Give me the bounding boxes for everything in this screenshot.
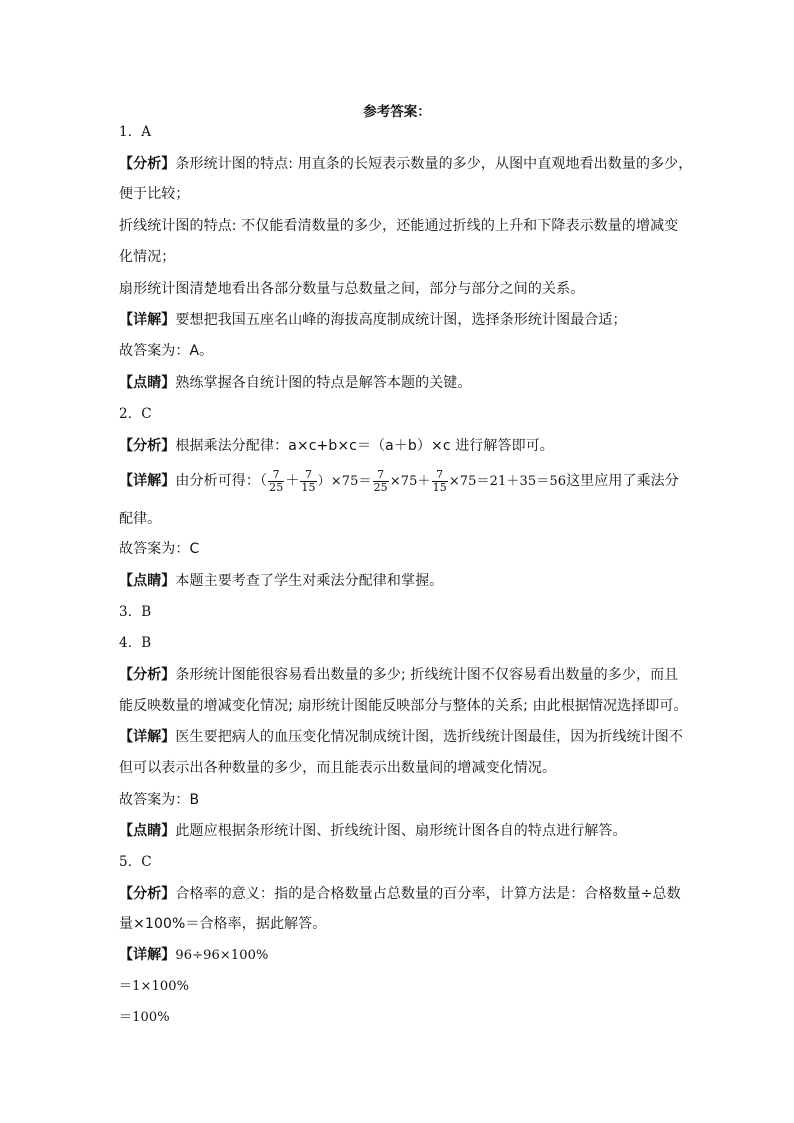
q4-comment	[119, 821, 679, 841]
q2-detail-pre: 由分析可得：（	[175, 473, 268, 489]
q4-analysis	[119, 665, 679, 685]
q1-analysis	[119, 154, 693, 174]
q2-detail-mid1: ）×75＝	[317, 474, 372, 489]
q4-detail-text-2: 但可以表示出各种数量的多少，而且能表示出数量间的增减变化情况。	[119, 760, 557, 776]
q4-detail	[119, 727, 684, 747]
analysis-tag: 【分析】	[119, 886, 176, 902]
q2-detail-text-2: 配律。	[119, 511, 162, 527]
q2-analysis-text: 根据乘法分配律：a×c+b×c＝（a＋b）×c 进行解答即可。	[175, 438, 554, 454]
q2-comment-text: 本题主要考查了学生对乘法分配律和掌握。	[175, 573, 444, 589]
q5-detail-text: 96÷96×100%	[175, 948, 269, 963]
q2-comment	[119, 571, 679, 591]
fraction-denominator: 15	[432, 480, 447, 494]
q5-analysis-text-1: 合格率的意义：指的是合格数量占总数量的百分率，计算方法是：合格数量÷总数	[175, 886, 681, 902]
q4-analysis-text-2: 能反映数量的增减变化情况; 扇形统计图能反映部分与整体的关系; 由此根据情况选择即可。	[119, 698, 688, 714]
q4-detail-text-1: 医生要把病人的血压变化情况制成统计图，选折线统计图最佳，因为折线统计图不	[175, 729, 684, 745]
detail-tag: 【详解】	[119, 312, 176, 328]
q1-analysis-text-5: 扇形统计图清楚地看出各部分数量与总数量之间，部分与部分之间的关系。	[119, 281, 585, 297]
fraction-denominator: 25	[269, 480, 284, 494]
comment-tag: 【点睛】	[119, 375, 176, 391]
q2-analysis	[119, 436, 679, 456]
q1-number: 1．A	[119, 124, 152, 140]
q5-number: 5．C	[119, 854, 152, 870]
q1-analysis-text-3: 折线统计图的特点: 不仅能看清数量的多少，还能通过折线的上升和下降表示数量的增减变	[119, 218, 679, 234]
q2-number: 2．C	[119, 406, 152, 422]
detail-tag: 【详解】	[119, 947, 176, 963]
q1-detail-text: 要想把我国五座名山峰的海拔高度制成统计图，选择条形统计图最合适；	[175, 312, 627, 328]
fraction-denominator: 25	[373, 480, 388, 494]
fraction-denominator: 15	[301, 480, 316, 494]
analysis-tag: 【分析】	[119, 667, 176, 683]
fraction-numerator: 7	[300, 469, 316, 482]
q1-comment	[119, 373, 679, 393]
fraction-7-15	[300, 469, 316, 494]
fraction-numerator: 7	[373, 469, 389, 482]
q1-analysis-text-4: 化情况；	[119, 249, 176, 265]
analysis-tag: 【分析】	[119, 156, 176, 172]
q4-number: 4．B	[119, 635, 152, 651]
q5-detail	[119, 945, 679, 966]
comment-tag: 【点睛】	[119, 823, 176, 839]
q1-comment-text: 熟练掌握各自统计图的特点是解答本题的关键。	[175, 375, 472, 391]
plus-sign: ＋	[285, 473, 300, 489]
fraction-7-25	[268, 469, 284, 494]
fraction-7-25	[373, 469, 389, 494]
q4-analysis-text-1: 条形统计图能很容易看出数量的多少; 折线统计图不仅容易看出数量的多少，而且	[175, 667, 679, 683]
q3-number: 3．B	[119, 604, 152, 620]
q1-analysis-text-1: 条形统计图的特点: 用直条的长短表示数量的多少，从图中直观地看出数量的多少，	[175, 156, 693, 172]
q2-answer: 故答案为：C	[119, 541, 200, 557]
analysis-tag: 【分析】	[119, 438, 176, 454]
detail-tag: 【详解】	[119, 729, 176, 745]
q2-detail-post: 这里应用了乘法分	[566, 473, 679, 489]
comment-tag: 【点睛】	[119, 573, 176, 589]
page-title: 参考答案：	[363, 104, 431, 120]
q4-answer: 故答案为：B	[119, 792, 200, 808]
fraction-numerator: 7	[432, 469, 448, 482]
q2-detail-mid3: ×75＝21＋35＝56	[448, 474, 567, 489]
q2-detail-mid2: ×75＋	[389, 474, 431, 489]
q2-detail	[119, 466, 679, 497]
q5-analysis-text-2: 量×100%＝合格率，据此解答。	[119, 916, 327, 932]
fraction-numerator: 7	[268, 469, 284, 482]
q4-comment-text: 此题应根据条形统计图、折线统计图、扇形统计图各自的特点进行解答。	[175, 823, 627, 839]
q5-step-1: ＝1×100%	[119, 979, 190, 994]
q1-analysis-text-2: 便于比较；	[119, 186, 190, 202]
fraction-7-15	[432, 469, 448, 494]
detail-tag: 【详解】	[119, 473, 176, 489]
q5-analysis	[119, 884, 679, 904]
q5-step-2: ＝100%	[119, 1010, 170, 1025]
q1-answer: 故答案为：A。	[119, 343, 214, 359]
q1-detail	[119, 310, 679, 330]
